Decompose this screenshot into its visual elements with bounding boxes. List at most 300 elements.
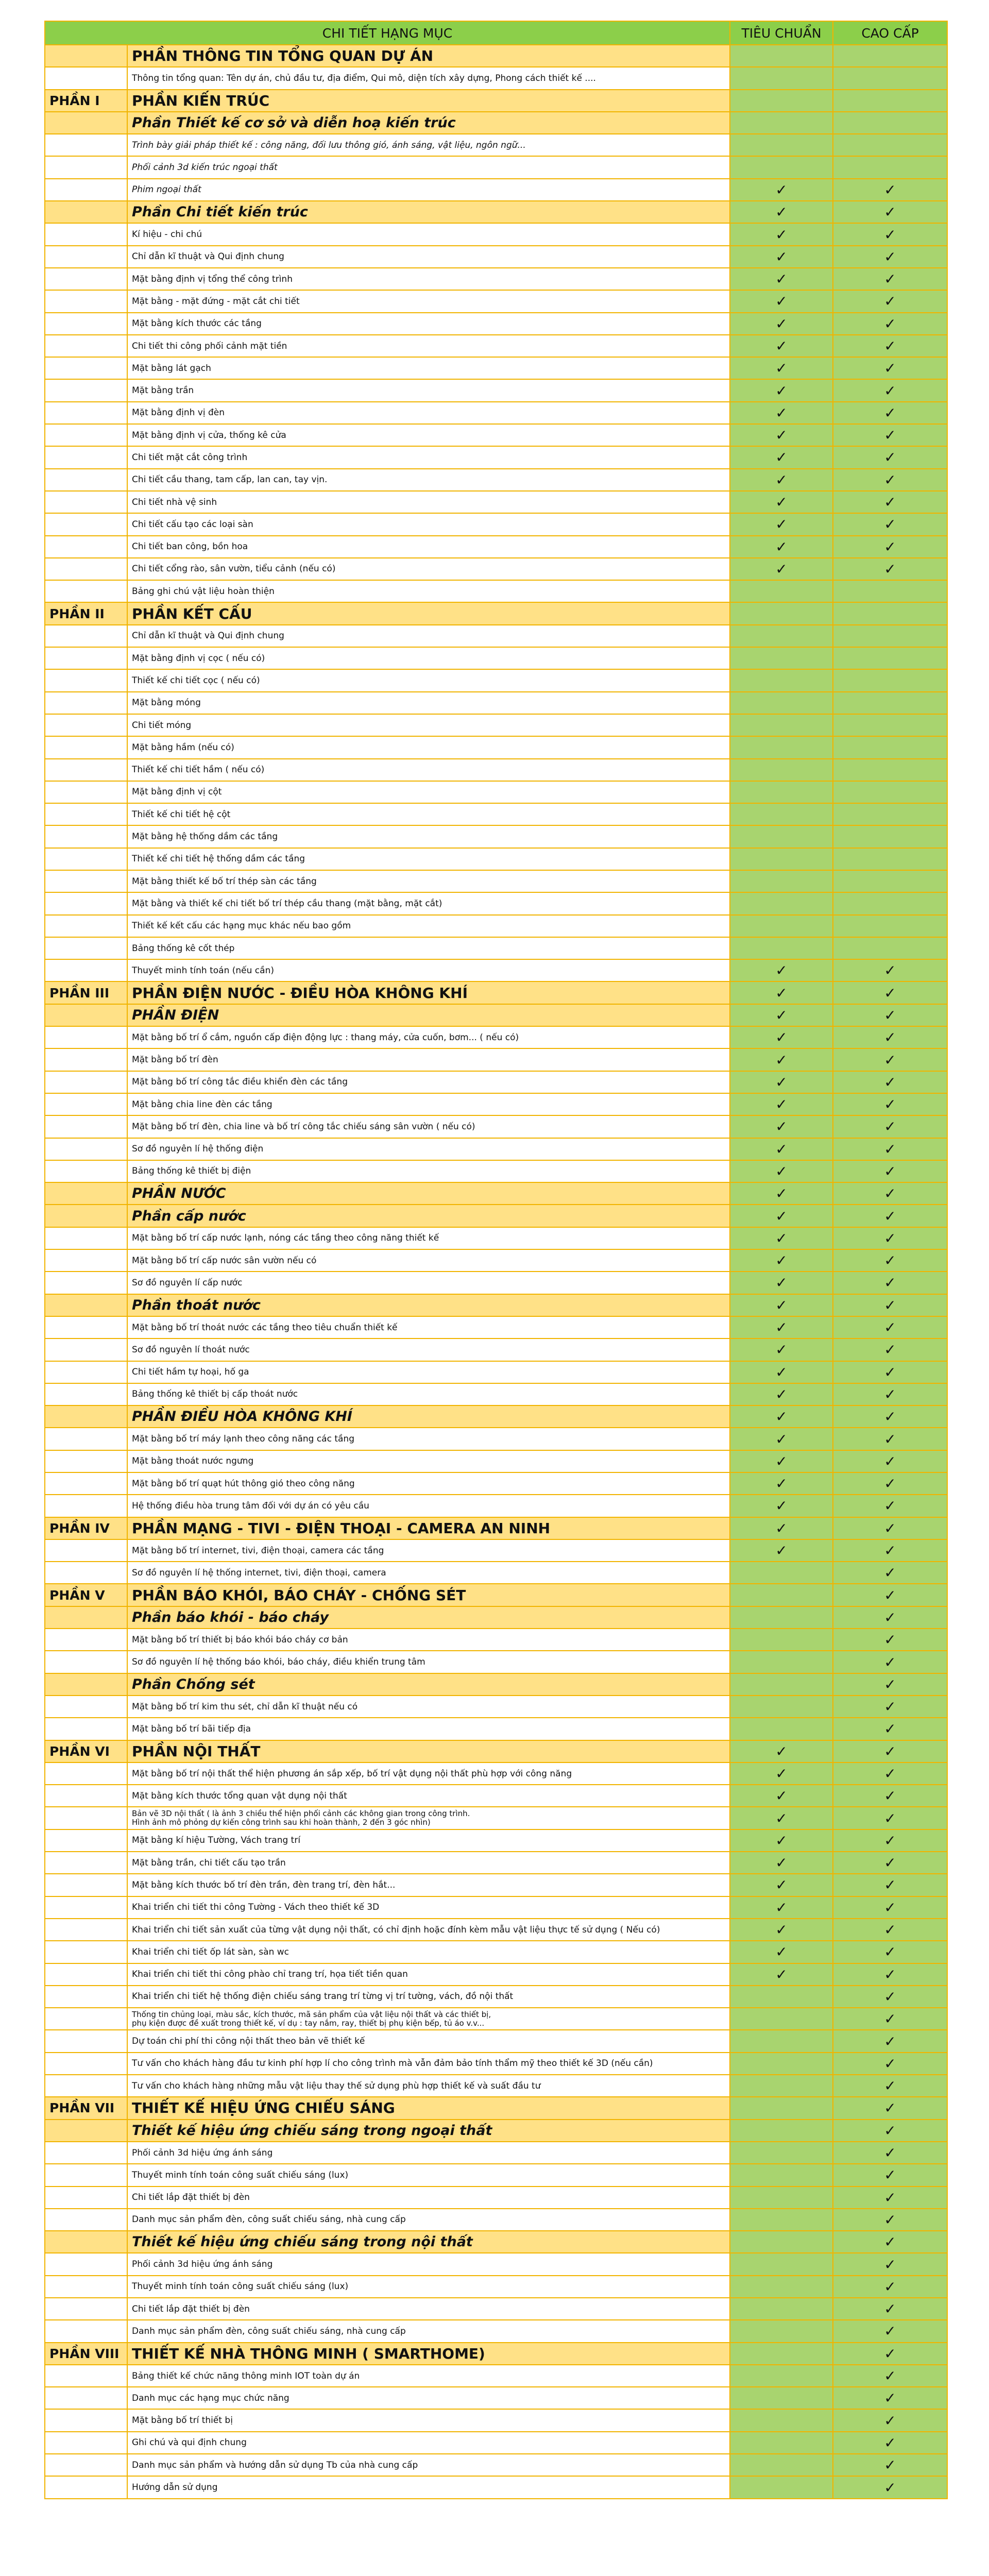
checkmark-icon: ✓	[884, 1965, 896, 1983]
part-label	[45, 1896, 127, 1919]
part-label	[45, 959, 127, 981]
checkmark-icon: ✓	[884, 1229, 896, 1247]
standard-cell	[730, 223, 833, 245]
standard-cell	[730, 2008, 833, 2030]
item-label: Phần Chi tiết kiến trúc	[127, 201, 730, 223]
premium-cell	[833, 1071, 947, 1093]
item-label: Mặt bằng thoát nước ngưng	[127, 1450, 730, 1472]
standard-cell	[730, 1562, 833, 1584]
header-item: CHI TIẾT HẠNG MỤC	[45, 21, 730, 45]
part-label	[45, 2120, 127, 2142]
item-label: Phần cấp nước	[127, 1205, 730, 1227]
table-row	[45, 1919, 947, 1941]
premium-cell	[833, 2164, 947, 2186]
table-row	[45, 1294, 947, 1316]
standard-cell	[730, 1227, 833, 1249]
item-label: PHẦN NỘI THẤT	[127, 1740, 730, 1762]
standard-cell	[730, 1696, 833, 1718]
standard-cell	[730, 2432, 833, 2454]
premium-cell	[833, 981, 947, 1004]
standard-cell	[730, 870, 833, 892]
item-label: PHẦN ĐIỆN	[127, 1004, 730, 1026]
table-row	[45, 803, 947, 825]
table-row	[45, 1584, 947, 1606]
item-label: Mặt bằng chia line đèn các tầng	[127, 1093, 730, 1115]
standard-cell	[730, 112, 833, 134]
standard-cell	[730, 848, 833, 870]
table-row	[45, 67, 947, 89]
table-row	[45, 446, 947, 468]
table-row	[45, 536, 947, 558]
premium-cell	[833, 1048, 947, 1071]
premium-cell	[833, 246, 947, 268]
table-row	[45, 156, 947, 178]
checkmark-icon: ✓	[884, 1631, 896, 1649]
part-label	[45, 825, 127, 848]
standard-cell	[730, 1093, 833, 1115]
item-label: Hướng dẫn sử dụng	[127, 2476, 730, 2498]
checkmark-icon: ✓	[775, 1965, 788, 1983]
premium-cell	[833, 1629, 947, 1651]
standard-cell	[730, 2276, 833, 2298]
table-row	[45, 357, 947, 379]
standard-cell	[730, 1405, 833, 1428]
item-label: Phối cảnh 3d hiệu ứng ánh sáng	[127, 2142, 730, 2164]
checkmark-icon: ✓	[775, 494, 788, 511]
part-label	[45, 2476, 127, 2498]
premium-cell	[833, 625, 947, 647]
premium-cell	[833, 201, 947, 223]
premium-cell	[833, 692, 947, 714]
item-label: Tư vấn cho khách hàng đầu tư kinh phí hợp lí cho công trình mà vẫn đảm bảo tính thẩm mỹ theo thiết kế 3D (nếu cần)	[127, 2053, 730, 2075]
premium-cell	[833, 1138, 947, 1160]
checkmark-icon: ✓	[775, 471, 788, 488]
item-label: Mặt bằng móng	[127, 692, 730, 714]
standard-cell	[730, 625, 833, 647]
item-label: Mặt bằng định vị cọc ( nếu có)	[127, 647, 730, 669]
checkmark-icon: ✓	[775, 1876, 788, 1894]
table-row	[45, 580, 947, 602]
standard-cell	[730, 2120, 833, 2142]
checkmark-icon: ✓	[884, 2099, 896, 2117]
premium-cell	[833, 1472, 947, 1495]
item-label: PHẦN BÁO KHÓI, BÁO CHÁY - CHỐNG SÉT	[127, 1584, 730, 1606]
standard-cell	[730, 335, 833, 357]
checkmark-icon: ✓	[884, 1274, 896, 1292]
item-label: Mặt bằng bố trí thiết bị	[127, 2409, 730, 2431]
table-row	[45, 335, 947, 357]
premium-cell	[833, 1718, 947, 1740]
item-label: Sơ đồ nguyên lí thoát nước	[127, 1338, 730, 1361]
checkmark-icon: ✓	[775, 1229, 788, 1247]
checkmark-icon: ✓	[884, 427, 896, 444]
table-row	[45, 2187, 947, 2209]
table-row	[45, 1673, 947, 1696]
item-label: Mặt bằng bố trí bãi tiếp địa	[127, 1718, 730, 1740]
standard-cell	[730, 1115, 833, 1138]
premium-cell	[833, 580, 947, 602]
checkmark-icon: ✓	[775, 1542, 788, 1560]
item-label: Danh mục sản phẩm đèn, công suất chiếu sáng, nhà cung cấp	[127, 2209, 730, 2231]
checkmark-icon: ✓	[884, 1207, 896, 1225]
checkmark-icon: ✓	[775, 1787, 788, 1805]
item-label: Mặt bằng hệ thống dầm các tầng	[127, 825, 730, 848]
standard-cell	[730, 1249, 833, 1272]
part-label	[45, 1205, 127, 1227]
premium-cell	[833, 1852, 947, 1874]
part-label	[45, 1629, 127, 1651]
part-label	[45, 937, 127, 959]
part-label	[45, 580, 127, 602]
premium-cell	[833, 915, 947, 937]
premium-cell	[833, 1941, 947, 1963]
premium-cell	[833, 2320, 947, 2342]
part-label	[45, 1428, 127, 1450]
table-row	[45, 1405, 947, 1428]
checkmark-icon: ✓	[775, 293, 788, 310]
standard-cell	[730, 1338, 833, 1361]
premium-cell	[833, 469, 947, 491]
checkmark-icon: ✓	[884, 516, 896, 533]
item-label: Chi tiết hầm tự hoại, hố ga	[127, 1361, 730, 1383]
part-label	[45, 2365, 127, 2387]
table-row	[45, 1606, 947, 1629]
item-label: Tư vấn cho khách hàng những mẫu vật liệu thay thế sử dụng phù hợp thiết kế và suất đầu tư	[127, 2075, 730, 2097]
standard-cell	[730, 2454, 833, 2476]
checkmark-icon: ✓	[884, 1006, 896, 1024]
checkmark-icon: ✓	[884, 2055, 896, 2072]
checkmark-icon: ✓	[775, 427, 788, 444]
table-row	[45, 759, 947, 781]
premium-cell	[833, 2298, 947, 2320]
premium-cell	[833, 268, 947, 290]
checkmark-icon: ✓	[775, 1006, 788, 1024]
item-label: Mặt bằng trần, chi tiết cấu tạo trần	[127, 1852, 730, 1874]
premium-cell	[833, 2432, 947, 2454]
premium-cell	[833, 1896, 947, 1919]
table-row	[45, 1852, 947, 1874]
checkmark-icon: ✓	[884, 2412, 896, 2429]
table-row	[45, 1227, 947, 1249]
premium-cell	[833, 1562, 947, 1584]
standard-cell	[730, 1874, 833, 1896]
item-label: Mặt bằng kích thước tổng quan vật dụng nội thất	[127, 1785, 730, 1807]
premium-cell	[833, 892, 947, 914]
standard-cell	[730, 1852, 833, 1874]
checkmark-icon: ✓	[884, 1118, 896, 1136]
checkmark-icon: ✓	[775, 1452, 788, 1470]
part-label	[45, 1807, 127, 1829]
table-row	[45, 1361, 947, 1383]
standard-cell	[730, 1026, 833, 1048]
table-row	[45, 134, 947, 156]
item-label: PHẦN KẾT CẤU	[127, 602, 730, 624]
item-label: Khai triển chi tiết ốp lát sàn, sàn wc	[127, 1941, 730, 1963]
premium-cell	[833, 803, 947, 825]
premium-cell	[833, 1450, 947, 1472]
part-label	[45, 2387, 127, 2409]
checkmark-icon: ✓	[884, 2032, 896, 2050]
checkmark-icon: ✓	[884, 1073, 896, 1091]
checkmark-icon: ✓	[884, 1988, 896, 2005]
table-row	[45, 1762, 947, 1785]
part-label	[45, 1539, 127, 1562]
checkmark-icon: ✓	[775, 1096, 788, 1113]
item-label: Phần Chống sét	[127, 1673, 730, 1696]
table-row	[45, 781, 947, 803]
item-label: Chi tiết cổng rào, sân vườn, tiểu cảnh (nếu có)	[127, 558, 730, 580]
part-label	[45, 67, 127, 89]
checkmark-icon: ✓	[884, 2144, 896, 2162]
table-row	[45, 736, 947, 758]
checkmark-icon: ✓	[884, 337, 896, 354]
checkmark-icon: ✓	[884, 1765, 896, 1782]
premium-cell	[833, 714, 947, 736]
part-label	[45, 1450, 127, 1472]
part-label	[45, 1383, 127, 1405]
item-label: Mặt bằng kí hiệu Tường, Vách trang trí	[127, 1829, 730, 1852]
checkmark-icon: ✓	[884, 1564, 896, 1582]
standard-cell	[730, 736, 833, 758]
standard-cell	[730, 2476, 833, 2498]
table-row	[45, 1629, 947, 1651]
part-label	[45, 2187, 127, 2209]
item-label: Chi tiết thi công phối cảnh mặt tiền	[127, 335, 730, 357]
item-label: Bảng thiết kế chức năng thông minh IOT toàn dự án	[127, 2365, 730, 2387]
part-label: PHẦN VII	[45, 2097, 127, 2119]
checkmark-icon: ✓	[775, 516, 788, 533]
checkmark-icon: ✓	[884, 1319, 896, 1336]
part-label: PHẦN IV	[45, 1517, 127, 1539]
part-label	[45, 1249, 127, 1272]
item-label: Chi tiết nhà vệ sinh	[127, 491, 730, 513]
standard-cell	[730, 692, 833, 714]
standard-cell	[730, 1762, 833, 1785]
item-label: Sơ đồ nguyên lí hệ thống báo khói, báo cháy, điều khiển trung tâm	[127, 1651, 730, 1673]
premium-cell	[833, 759, 947, 781]
premium-cell	[833, 1539, 947, 1562]
checkmark-icon: ✓	[884, 1408, 896, 1426]
premium-cell	[833, 2365, 947, 2387]
part-label	[45, 1785, 127, 1807]
table-row	[45, 379, 947, 401]
standard-cell	[730, 825, 833, 848]
checkmark-icon: ✓	[775, 1765, 788, 1782]
checkmark-icon: ✓	[884, 1341, 896, 1359]
table-row	[45, 825, 947, 848]
item-label: Mặt bằng bố trí đèn	[127, 1048, 730, 1071]
table-row	[45, 1829, 947, 1852]
premium-cell	[833, 558, 947, 580]
checkmark-icon: ✓	[775, 360, 788, 377]
standard-cell	[730, 803, 833, 825]
standard-cell	[730, 290, 833, 312]
item-label: Mặt bằng bố trí đèn, chia line và bố trí công tắc chiếu sáng sân vườn ( nếu có)	[127, 1115, 730, 1138]
part-label	[45, 1919, 127, 1941]
part-label	[45, 1138, 127, 1160]
standard-cell	[730, 491, 833, 513]
item-label: Thiết kế chi tiết hệ thống dầm các tầng	[127, 848, 730, 870]
item-label: Mặt bằng bố trí cấp nước sân vườn nếu có	[127, 1249, 730, 1272]
standard-cell	[730, 1718, 833, 1740]
item-label: Mặt bằng kích thước các tầng	[127, 313, 730, 335]
part-label	[45, 2409, 127, 2431]
table-row	[45, 313, 947, 335]
checkmark-icon: ✓	[884, 2479, 896, 2496]
checkmark-icon: ✓	[775, 1899, 788, 1916]
checkmark-icon: ✓	[775, 1029, 788, 1046]
part-label	[45, 1562, 127, 1584]
standard-cell	[730, 1272, 833, 1294]
premium-cell	[833, 536, 947, 558]
table-row	[45, 2097, 947, 2119]
part-label	[45, 112, 127, 134]
item-label: Thiết kế chi tiết hệ cột	[127, 803, 730, 825]
standard-cell	[730, 1138, 833, 1160]
checkmark-icon: ✓	[884, 449, 896, 466]
table-row	[45, 1338, 947, 1361]
part-label	[45, 1026, 127, 1048]
part-label	[45, 446, 127, 468]
premium-cell	[833, 1316, 947, 1338]
checkmark-icon: ✓	[775, 1519, 788, 1537]
premium-cell	[833, 1651, 947, 1673]
item-label: Thiết kế hiệu ứng chiếu sáng trong ngoại thất	[127, 2120, 730, 2142]
standard-cell	[730, 558, 833, 580]
table-row	[45, 90, 947, 112]
item-label: Mặt bằng bố trí kim thu sét, chỉ dẫn kĩ thuật nếu có	[127, 1696, 730, 1718]
premium-cell	[833, 67, 947, 89]
part-label	[45, 669, 127, 691]
item-label: Danh mục các hạng mục chức năng	[127, 2387, 730, 2409]
premium-cell	[833, 290, 947, 312]
premium-cell	[833, 781, 947, 803]
item-label: Mặt bằng định vị cột	[127, 781, 730, 803]
table-row	[45, 223, 947, 245]
standard-cell	[730, 134, 833, 156]
part-label	[45, 1963, 127, 1986]
table-row	[45, 2253, 947, 2275]
standard-cell	[730, 2097, 833, 2119]
part-label	[45, 1852, 127, 1874]
item-label: Chi tiết cấu tạo các loại sàn	[127, 513, 730, 535]
item-label: Mặt bằng bố trí máy lạnh theo công năng các tầng	[127, 1428, 730, 1450]
premium-cell	[833, 2097, 947, 2119]
standard-cell	[730, 313, 833, 335]
item-label: Thông tin tổng quan: Tên dự án, chủ đầu tư, địa điểm, Qui mô, diện tích xây dựng, Phong cách thiết kế ....	[127, 67, 730, 89]
premium-cell	[833, 1696, 947, 1718]
checkmark-icon: ✓	[884, 1452, 896, 1470]
table-row	[45, 1651, 947, 1673]
checkmark-icon: ✓	[775, 1296, 788, 1314]
premium-cell	[833, 1115, 947, 1138]
premium-cell	[833, 1294, 947, 1316]
standard-cell	[730, 2253, 833, 2275]
checkmark-icon: ✓	[884, 1921, 896, 1939]
standard-cell	[730, 1160, 833, 1182]
part-label	[45, 246, 127, 268]
table-row	[45, 692, 947, 714]
part-label	[45, 2209, 127, 2231]
premium-cell	[833, 959, 947, 981]
checkmark-icon: ✓	[884, 2233, 896, 2251]
checkmark-icon: ✓	[775, 1497, 788, 1515]
standard-cell	[730, 1629, 833, 1651]
standard-cell	[730, 2164, 833, 2186]
checkmark-icon: ✓	[884, 494, 896, 511]
part-label	[45, 692, 127, 714]
part-label	[45, 2320, 127, 2342]
item-label: Ghi chú và qui định chung	[127, 2432, 730, 2454]
premium-cell	[833, 1383, 947, 1405]
premium-cell	[833, 2187, 947, 2209]
table-row	[45, 1182, 947, 1205]
checkmark-icon: ✓	[884, 204, 896, 221]
premium-cell	[833, 1361, 947, 1383]
table-row	[45, 1093, 947, 1115]
item-label: Sơ đồ nguyên lí cấp nước	[127, 1272, 730, 1294]
item-label: Thuyết minh tính toán công suất chiếu sáng (lux)	[127, 2164, 730, 2186]
table-row	[45, 2320, 947, 2342]
part-label	[45, 2253, 127, 2275]
checkmark-icon: ✓	[775, 962, 788, 979]
checkmark-icon: ✓	[884, 382, 896, 399]
table-row	[45, 1048, 947, 1071]
item-label: THIẾT KẾ HIỆU ỨNG CHIẾU SÁNG	[127, 2097, 730, 2119]
standard-cell	[730, 1182, 833, 1205]
part-label	[45, 915, 127, 937]
standard-cell	[730, 1428, 833, 1450]
table-row	[45, 1874, 947, 1896]
premium-cell	[833, 2008, 947, 2030]
checkmark-icon: ✓	[884, 360, 896, 377]
standard-cell	[730, 2142, 833, 2164]
table-row	[45, 290, 947, 312]
checkmark-icon: ✓	[775, 1207, 788, 1225]
checkmark-icon: ✓	[884, 2010, 896, 2028]
checkmark-icon: ✓	[775, 1051, 788, 1069]
premium-cell	[833, 2030, 947, 2052]
standard-cell	[730, 2231, 833, 2253]
part-label	[45, 2142, 127, 2164]
checkmark-icon: ✓	[775, 1832, 788, 1849]
premium-cell	[833, 1160, 947, 1182]
item-label: Bảng thống kê thiết bị điện	[127, 1160, 730, 1182]
table-row	[45, 1115, 947, 1138]
part-label	[45, 1495, 127, 1517]
part-label	[45, 469, 127, 491]
premium-cell	[833, 491, 947, 513]
table-row	[45, 1740, 947, 1762]
part-label	[45, 2231, 127, 2253]
table-row	[45, 402, 947, 424]
item-label: Khai triển chi tiết hệ thống điện chiếu sáng trang trí từng vị trí tường, vách, đồ nội thất	[127, 1986, 730, 2008]
checkmark-icon: ✓	[884, 1787, 896, 1805]
premium-cell	[833, 1182, 947, 1205]
part-label	[45, 1405, 127, 1428]
table-row	[45, 201, 947, 223]
checkmark-icon: ✓	[775, 1943, 788, 1961]
item-label: Mặt bằng và thiết kế chi tiết bố trí thép cầu thang (mặt bằng, mặt cắt)	[127, 892, 730, 914]
table-row	[45, 268, 947, 290]
standard-cell	[730, 469, 833, 491]
checkmark-icon: ✓	[775, 1252, 788, 1269]
standard-cell	[730, 446, 833, 468]
standard-cell	[730, 1919, 833, 1941]
standard-cell	[730, 1450, 833, 1472]
table-row	[45, 2030, 947, 2052]
part-label	[45, 714, 127, 736]
